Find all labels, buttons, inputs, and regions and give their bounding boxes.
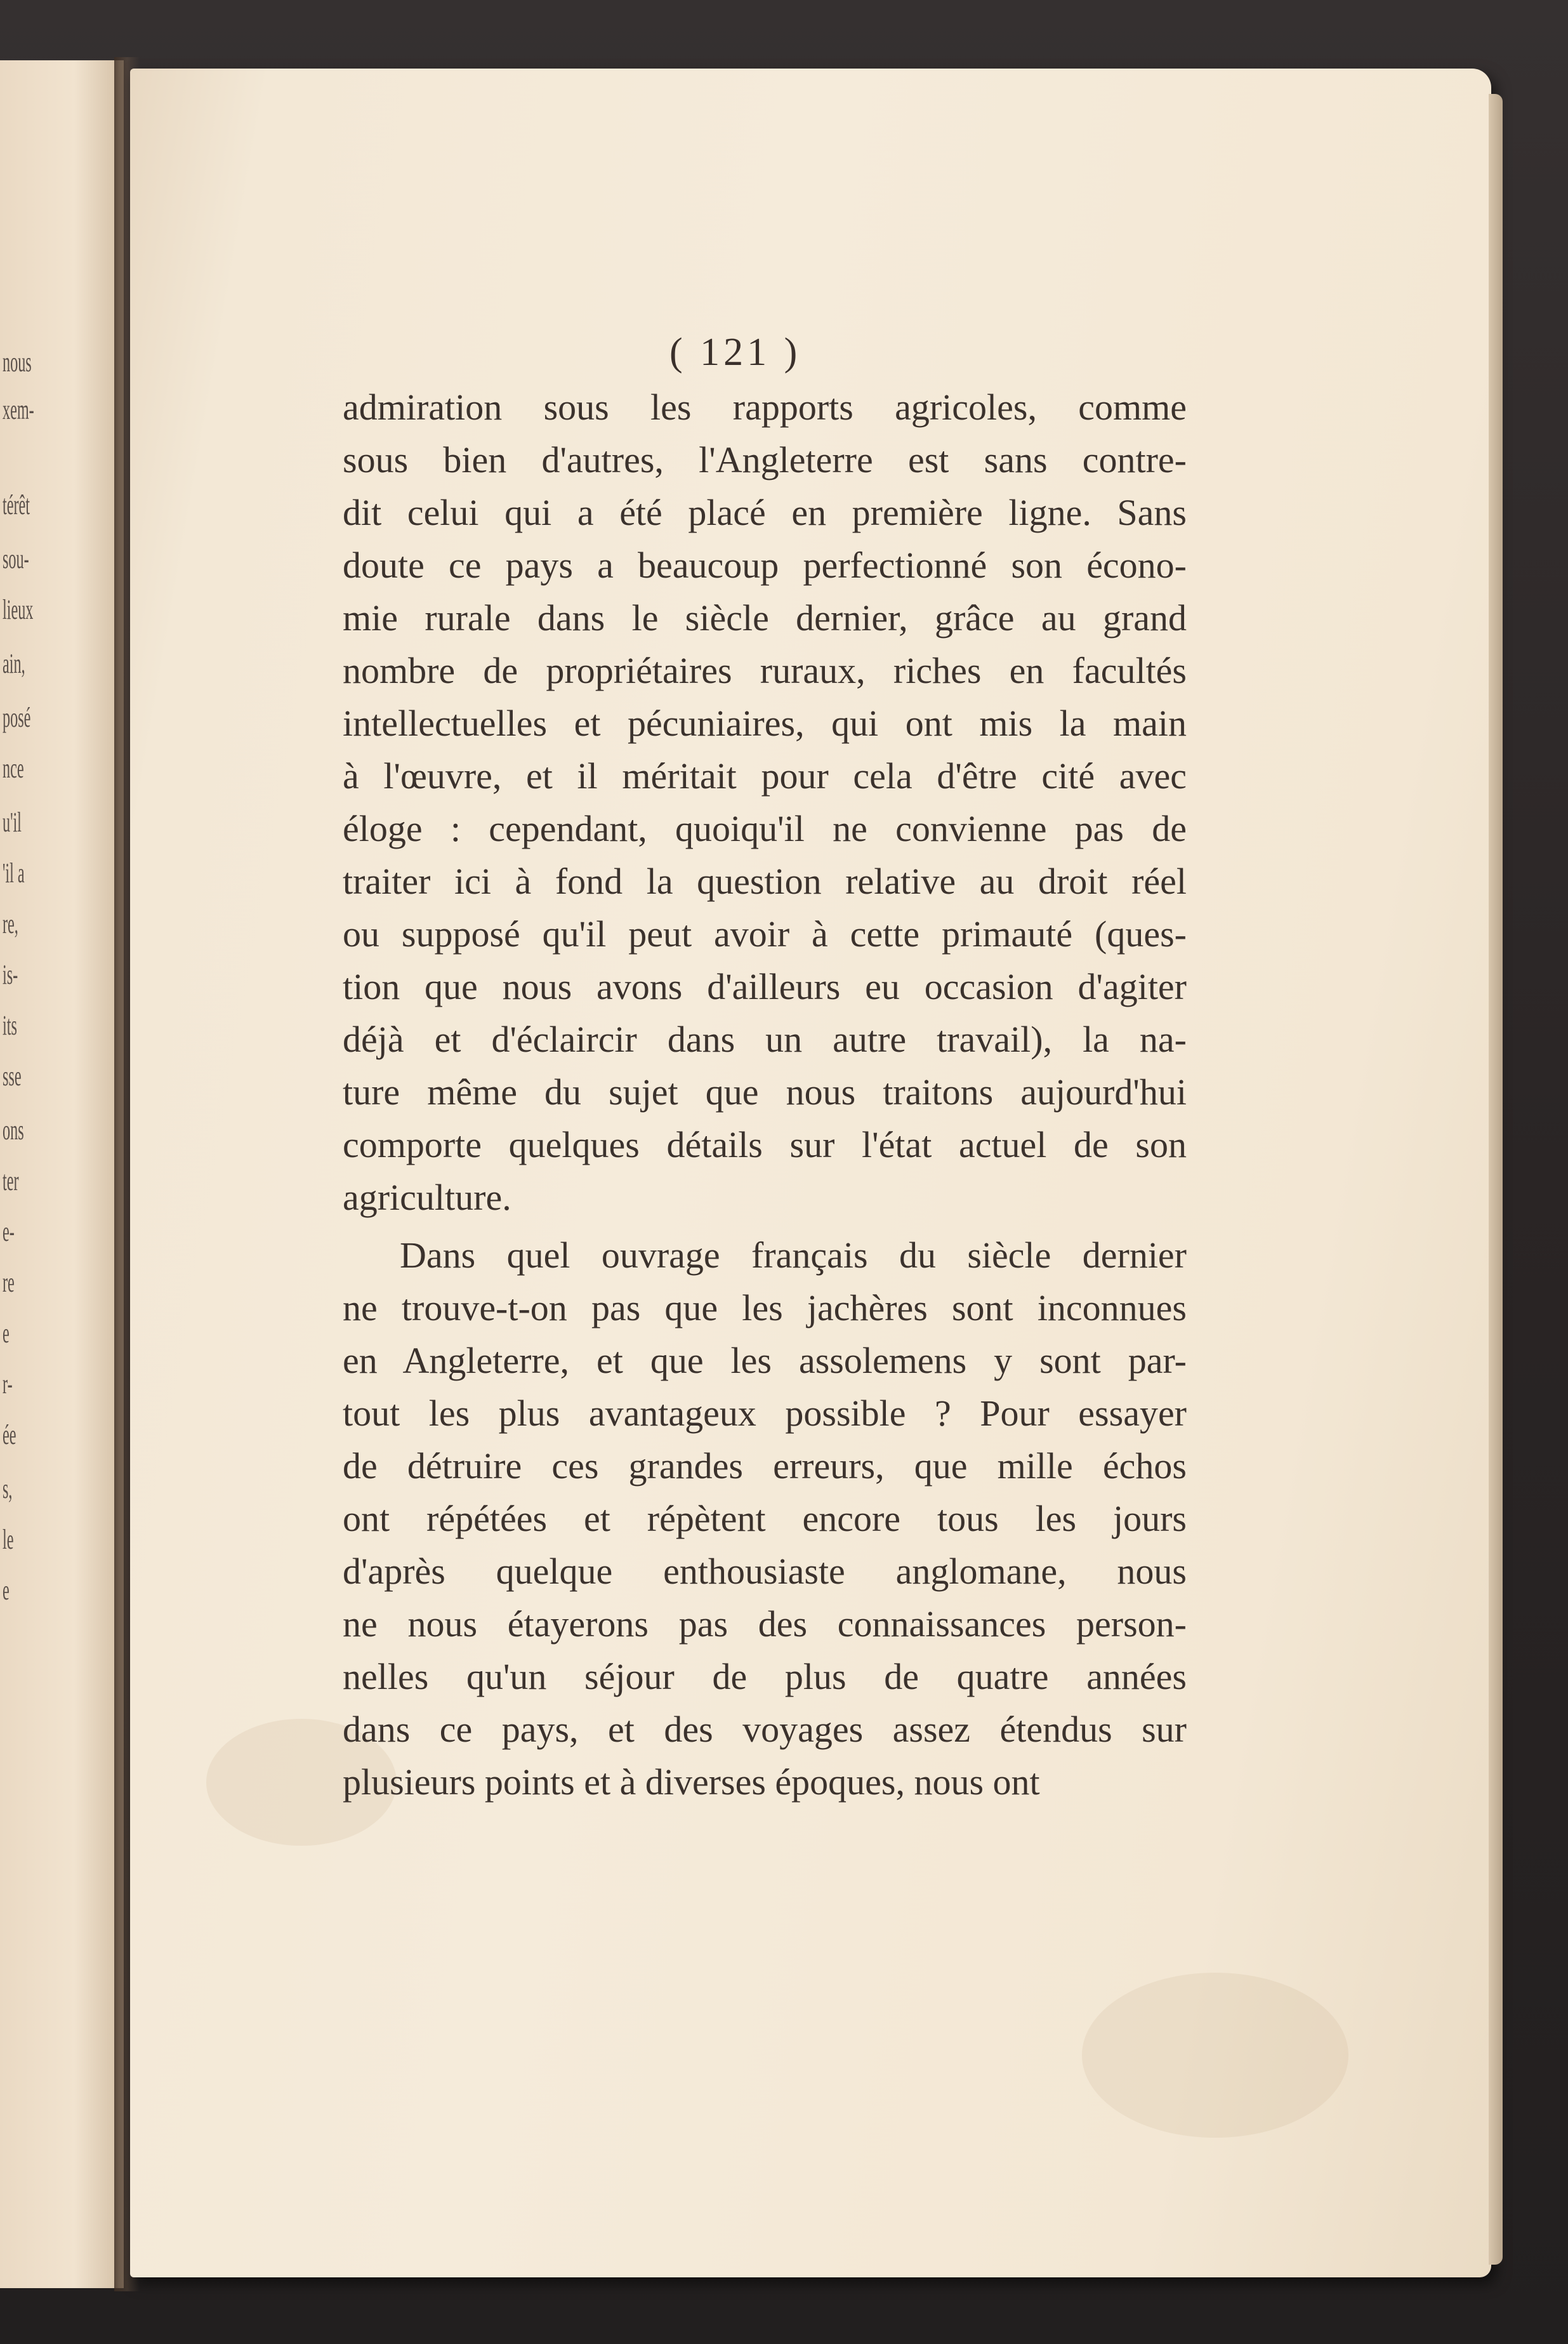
text-line: d'après quelque enthousiaste anglomane, nous xyxy=(343,1551,1187,1592)
text-line: plusieurs points et à diverses époques, nous ont xyxy=(343,1761,1040,1803)
left-page-fragment: térêt xyxy=(3,489,30,520)
left-page-fragment: ter xyxy=(3,1165,19,1196)
text-line: Dans quel ouvrage français du siècle dernier xyxy=(400,1235,1187,1276)
left-page-fragment: re xyxy=(3,1267,15,1298)
text-line: dit celui qui a été placé en première ligne. Sans xyxy=(343,492,1187,533)
left-page-fragment: sse xyxy=(3,1061,22,1092)
text-line: ne trouve-t-on pas que les jachères sont inconnues xyxy=(343,1287,1187,1328)
left-page-text-fragments xyxy=(0,60,124,2288)
left-page-fragment: ain, xyxy=(3,648,25,679)
left-page-fragment: sou- xyxy=(3,543,29,574)
text-line: sous bien d'autres, l'Angleterre est sans contre- xyxy=(343,439,1187,480)
left-page-fragment: ons xyxy=(3,1115,24,1146)
text-line: ou supposé qu'il peut avoir à cette primauté (ques- xyxy=(343,913,1187,955)
left-page-fragment: its xyxy=(3,1010,17,1041)
page-number: ( 121 ) xyxy=(669,331,801,374)
text-line: de détruire ces grandes erreurs, que mille échos xyxy=(343,1445,1187,1487)
paragraph-2 xyxy=(343,1229,1187,1808)
page-body-text xyxy=(343,381,1187,1808)
left-page-fragment: le xyxy=(3,1524,14,1555)
left-page-fragment: r- xyxy=(3,1368,13,1400)
left-page-fragment: xem- xyxy=(3,394,34,425)
text-line: mie rurale dans le siècle dernier, grâce au grand xyxy=(343,597,1187,639)
text-line: admiration sous les rapports agricoles, comme xyxy=(343,387,1187,428)
text-line: tout les plus avantageux possible ? Pour essayer xyxy=(343,1393,1187,1434)
text-line: ture même du sujet que nous traitons aujourd'hui xyxy=(343,1071,1187,1113)
text-line: dans ce pays, et des voyages assez étendus sur xyxy=(343,1709,1187,1750)
text-line: tion que nous avons d'ailleurs eu occasion d'agiter xyxy=(343,966,1187,1007)
text-line: comporte quelques détails sur l'état actuel de son xyxy=(343,1124,1187,1165)
paragraph-1 xyxy=(343,381,1187,1224)
left-page-fragment: posé xyxy=(3,702,31,733)
left-page-fragment: u'il xyxy=(3,807,22,838)
left-page-fragment: is- xyxy=(3,959,18,990)
left-page-fragment: nous xyxy=(3,347,32,378)
page-edge xyxy=(1489,94,1503,2265)
left-page-fragment: nce xyxy=(3,753,24,784)
left-page-fragment: e xyxy=(3,1575,10,1606)
left-page-fragment: e- xyxy=(3,1216,15,1247)
text-line: déjà et d'éclaircir dans un autre travail), la na- xyxy=(343,1019,1187,1060)
text-line: intellectuelles et pécuniaires, qui ont mis la main xyxy=(343,703,1187,744)
text-line: agriculture. xyxy=(343,1177,511,1218)
left-page-fragment: s, xyxy=(3,1473,13,1504)
left-page-fragment: re, xyxy=(3,908,18,939)
text-line: doute ce pays a beaucoup perfectionné son écono- xyxy=(343,545,1187,586)
left-facing-page xyxy=(0,60,124,2288)
left-page-fragment: ée xyxy=(3,1419,16,1450)
left-page-fragment: lieux xyxy=(3,594,34,625)
text-line: nelles qu'un séjour de plus de quatre années xyxy=(343,1656,1187,1697)
paper-stain xyxy=(1082,1973,1348,2138)
left-page-fragment: 'il a xyxy=(3,857,25,889)
text-line: ne nous étayerons pas des connaissances person- xyxy=(343,1603,1187,1645)
text-line: ont répétées et répètent encore tous les jours xyxy=(343,1498,1187,1539)
text-line: en Angleterre, et que les assolemens y sont par- xyxy=(343,1340,1187,1381)
text-line: nombre de propriétaires ruraux, riches en facultés xyxy=(343,650,1187,691)
text-line: à l'œuvre, et il méritait pour cela d'être cité avec xyxy=(343,755,1187,797)
left-page-fragment: e xyxy=(3,1318,10,1349)
text-line: traiter ici à fond la question relative au droit réel xyxy=(343,861,1187,902)
text-line: éloge : cependant, quoiqu'il ne convienne pas de xyxy=(343,808,1187,849)
